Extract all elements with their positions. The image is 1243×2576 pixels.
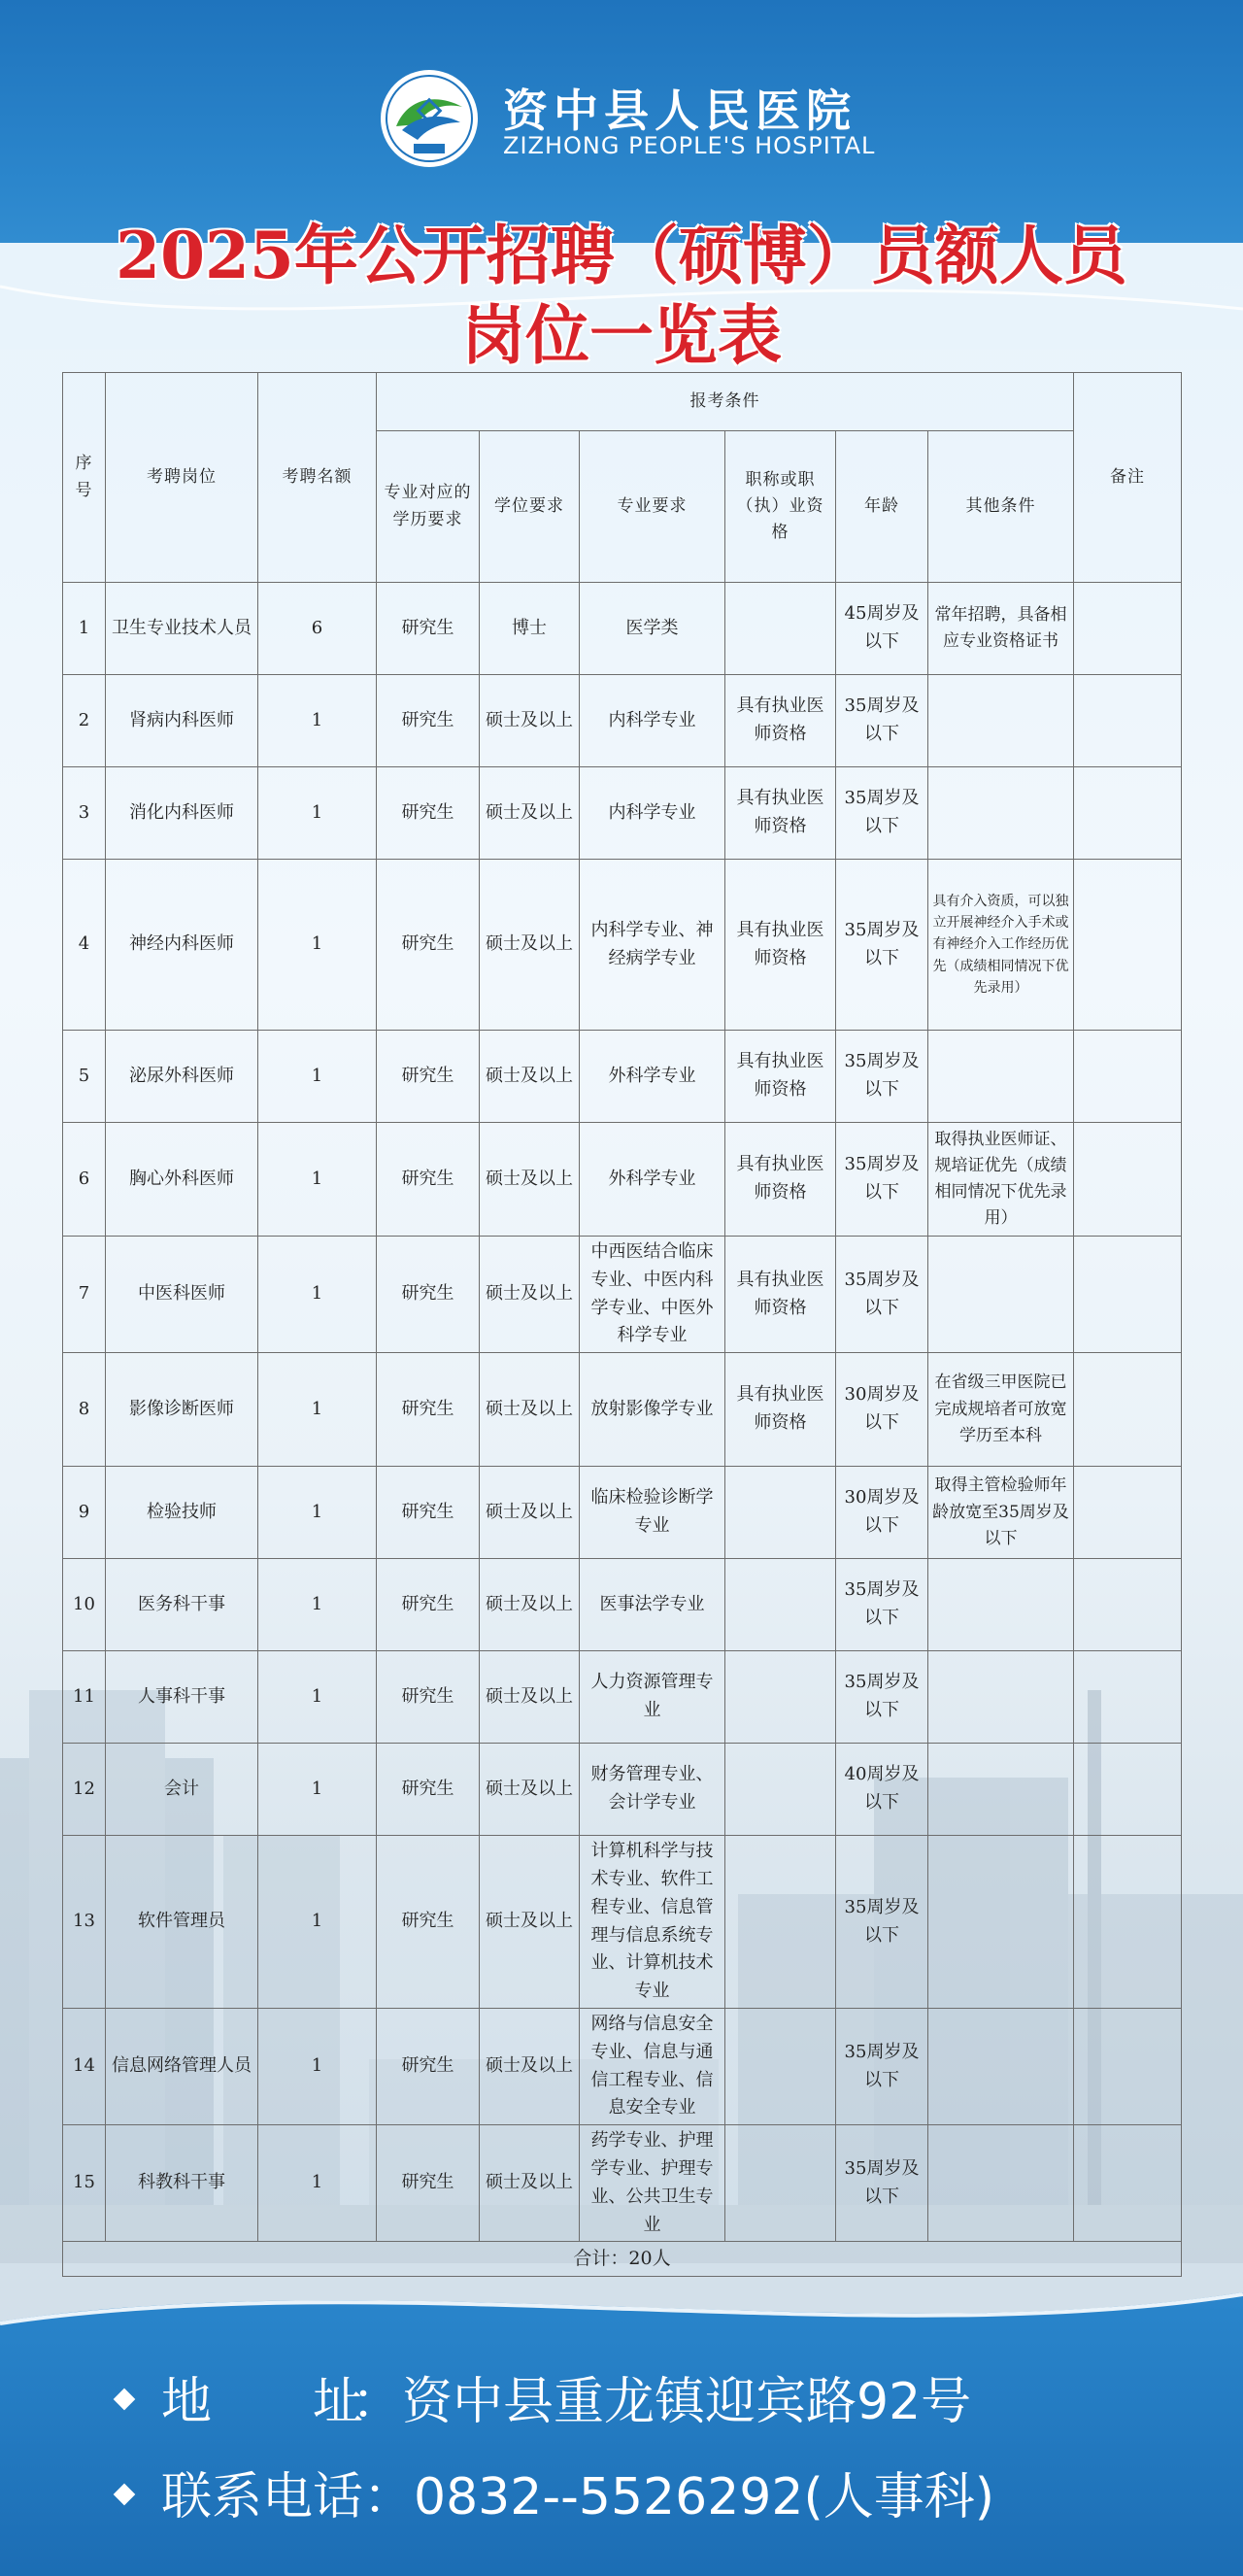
cell-major: 医学类 bbox=[580, 583, 725, 675]
cell-education: 研究生 bbox=[377, 583, 480, 675]
cell-quota: 1 bbox=[258, 1836, 377, 2009]
cell-other: 常年招聘，具备相应专业资格证书 bbox=[928, 583, 1074, 675]
header-other: 其他条件 bbox=[928, 431, 1074, 583]
cell-no: 6 bbox=[63, 1123, 106, 1237]
cell-major: 医事法学专业 bbox=[580, 1559, 725, 1651]
cell-degree: 硕士及以上 bbox=[480, 860, 580, 1031]
cell-title-requirement bbox=[725, 1651, 836, 1744]
cell-age: 30周岁及以下 bbox=[836, 1467, 928, 1559]
cell-major: 内科学专业、神经病学专业 bbox=[580, 860, 725, 1031]
cell-remark bbox=[1074, 1237, 1182, 1353]
cell-title-requirement: 具有执业医师资格 bbox=[725, 1123, 836, 1237]
cell-education: 研究生 bbox=[377, 1559, 480, 1651]
cell-position: 中医科医师 bbox=[106, 1237, 258, 1353]
cell-position: 信息网络管理人员 bbox=[106, 2008, 258, 2124]
cell-major: 外科学专业 bbox=[580, 1031, 725, 1123]
cell-quota: 1 bbox=[258, 1237, 377, 1353]
cell-major: 内科学专业 bbox=[580, 767, 725, 860]
page-title-line-2: 岗位一览表 bbox=[461, 297, 782, 373]
cell-position: 消化内科医师 bbox=[106, 767, 258, 860]
address-label: 地 址 bbox=[161, 2373, 364, 2431]
cell-age: 35周岁及以下 bbox=[836, 1651, 928, 1744]
cell-degree: 硕士及以上 bbox=[480, 1467, 580, 1559]
cell-degree: 硕士及以上 bbox=[480, 1353, 580, 1467]
table-row bbox=[63, 675, 1182, 767]
cell-title-requirement bbox=[725, 1744, 836, 1836]
phone-label: 联系电话 bbox=[161, 2468, 364, 2526]
cell-education: 研究生 bbox=[377, 675, 480, 767]
cell-quota: 1 bbox=[258, 1744, 377, 1836]
cell-age: 35周岁及以下 bbox=[836, 860, 928, 1031]
cell-remark bbox=[1074, 767, 1182, 860]
cell-other bbox=[928, 2008, 1074, 2124]
cell-remark bbox=[1074, 1031, 1182, 1123]
cell-remark bbox=[1074, 1467, 1182, 1559]
cell-degree: 硕士及以上 bbox=[480, 1031, 580, 1123]
cell-education: 研究生 bbox=[377, 767, 480, 860]
header-conditions: 报考条件 bbox=[377, 373, 1074, 431]
cell-degree: 硕士及以上 bbox=[480, 675, 580, 767]
cell-degree: 硕士及以上 bbox=[480, 2008, 580, 2124]
cell-quota: 6 bbox=[258, 583, 377, 675]
cell-remark bbox=[1074, 675, 1182, 767]
table-row bbox=[63, 1651, 1182, 1744]
cell-position: 医务科干事 bbox=[106, 1559, 258, 1651]
cell-title-requirement: 具有执业医师资格 bbox=[725, 675, 836, 767]
cell-other bbox=[928, 1651, 1074, 1744]
cell-quota: 1 bbox=[258, 860, 377, 1031]
cell-major: 中西医结合临床专业、中医内科学专业、中医外科学专业 bbox=[580, 1237, 725, 1353]
cell-education: 研究生 bbox=[377, 2125, 480, 2242]
cell-quota: 1 bbox=[258, 1353, 377, 1467]
cell-major: 人力资源管理专业 bbox=[580, 1651, 725, 1744]
cell-other bbox=[928, 1031, 1074, 1123]
cell-title-requirement: 具有执业医师资格 bbox=[725, 767, 836, 860]
cell-education: 研究生 bbox=[377, 1651, 480, 1744]
cell-no: 3 bbox=[63, 767, 106, 860]
table-row bbox=[63, 2008, 1182, 2124]
cell-title-requirement: 具有执业医师资格 bbox=[725, 1353, 836, 1467]
cell-degree: 硕士及以上 bbox=[480, 1651, 580, 1744]
table-row bbox=[63, 1744, 1182, 1836]
cell-remark bbox=[1074, 860, 1182, 1031]
cell-other: 在省级三甲医院已完成规培者可放宽学历至本科 bbox=[928, 1353, 1074, 1467]
table-row bbox=[63, 860, 1182, 1031]
cell-age: 35周岁及以下 bbox=[836, 1123, 928, 1237]
cell-quota: 1 bbox=[258, 1651, 377, 1744]
cell-no: 9 bbox=[63, 1467, 106, 1559]
table-row bbox=[63, 1836, 1182, 2009]
cell-no: 13 bbox=[63, 1836, 106, 2009]
cell-major: 放射影像学专业 bbox=[580, 1353, 725, 1467]
cell-quota: 1 bbox=[258, 2008, 377, 2124]
page-title-line-1: 2025年公开招聘（硕博）员额人员 bbox=[116, 218, 1127, 293]
hospital-logo-block bbox=[379, 68, 884, 175]
cell-position: 会计 bbox=[106, 1744, 258, 1836]
cell-other bbox=[928, 1836, 1074, 2009]
cell-major: 网络与信息安全专业、信息与通信工程专业、信息安全专业 bbox=[580, 2008, 725, 2124]
cell-major: 药学专业、护理学专业、护理专业、公共卫生专业 bbox=[580, 2125, 725, 2242]
cell-position: 泌尿外科医师 bbox=[106, 1031, 258, 1123]
cell-title-requirement bbox=[725, 583, 836, 675]
cell-quota: 1 bbox=[258, 767, 377, 860]
cell-education: 研究生 bbox=[377, 1353, 480, 1467]
cell-remark bbox=[1074, 1353, 1182, 1467]
cell-degree: 硕士及以上 bbox=[480, 1237, 580, 1353]
cell-other: 取得执业医师证、规培证优先（成绩相同情况下优先录用） bbox=[928, 1123, 1074, 1237]
table-row bbox=[63, 1123, 1182, 1237]
cell-other bbox=[928, 1237, 1074, 1353]
cell-age: 35周岁及以下 bbox=[836, 1836, 928, 2009]
header-age: 年龄 bbox=[836, 431, 928, 583]
hospital-logo-icon bbox=[379, 68, 480, 169]
cell-quota: 1 bbox=[258, 1031, 377, 1123]
cell-age: 35周岁及以下 bbox=[836, 1559, 928, 1651]
cell-position: 影像诊断医师 bbox=[106, 1353, 258, 1467]
recruitment-table bbox=[62, 372, 1182, 2277]
cell-education: 研究生 bbox=[377, 1744, 480, 1836]
cell-position: 卫生专业技术人员 bbox=[106, 583, 258, 675]
cell-position: 肾病内科医师 bbox=[106, 675, 258, 767]
table-row bbox=[63, 583, 1182, 675]
cell-no: 10 bbox=[63, 1559, 106, 1651]
cell-education: 研究生 bbox=[377, 1123, 480, 1237]
cell-no: 12 bbox=[63, 1744, 106, 1836]
cell-age: 45周岁及以下 bbox=[836, 583, 928, 675]
header-major: 专业要求 bbox=[580, 431, 725, 583]
cell-remark bbox=[1074, 583, 1182, 675]
diamond-bullet-icon bbox=[114, 2389, 136, 2411]
cell-remark bbox=[1074, 1744, 1182, 1836]
cell-position: 软件管理员 bbox=[106, 1836, 258, 2009]
cell-degree: 硕士及以上 bbox=[480, 767, 580, 860]
cell-other bbox=[928, 675, 1074, 767]
cell-quota: 1 bbox=[258, 1123, 377, 1237]
cell-position: 检验技师 bbox=[106, 1467, 258, 1559]
table-row bbox=[63, 1353, 1182, 1467]
table-row bbox=[63, 1237, 1182, 1353]
cell-education: 研究生 bbox=[377, 1237, 480, 1353]
cell-quota: 1 bbox=[258, 1559, 377, 1651]
cell-major: 内科学专业 bbox=[580, 675, 725, 767]
cell-quota: 1 bbox=[258, 2125, 377, 2242]
hospital-name-en: ZIZHONG PEOPLE'S HOSPITAL bbox=[503, 132, 876, 159]
cell-title-requirement: 具有执业医师资格 bbox=[725, 860, 836, 1031]
header-title-requirement: 职称或职（执）业资格 bbox=[725, 431, 836, 583]
cell-no: 8 bbox=[63, 1353, 106, 1467]
header-remark: 备注 bbox=[1074, 373, 1182, 583]
diamond-bullet-icon bbox=[114, 2484, 136, 2506]
cell-other: 具有介入资质，可以独立开展神经介入手术或有神经介入工作经历优先（成绩相同情况下优先录用） bbox=[928, 860, 1074, 1031]
cell-other: 取得主管检验师年龄放宽至35周岁及以下 bbox=[928, 1467, 1074, 1559]
phone-line bbox=[117, 2456, 994, 2528]
cell-remark bbox=[1074, 1123, 1182, 1237]
cell-title-requirement: 具有执业医师资格 bbox=[725, 1237, 836, 1353]
cell-remark bbox=[1074, 1836, 1182, 2009]
cell-age: 35周岁及以下 bbox=[836, 675, 928, 767]
cell-no: 14 bbox=[63, 2008, 106, 2124]
cell-quota: 1 bbox=[258, 675, 377, 767]
cell-other bbox=[928, 2125, 1074, 2242]
cell-quota: 1 bbox=[258, 1467, 377, 1559]
cell-position: 胸心外科医师 bbox=[106, 1123, 258, 1237]
cell-age: 30周岁及以下 bbox=[836, 1353, 928, 1467]
cell-education: 研究生 bbox=[377, 1031, 480, 1123]
header-education: 专业对应的学历要求 bbox=[377, 431, 480, 583]
header-degree: 学位要求 bbox=[480, 431, 580, 583]
cell-no: 5 bbox=[63, 1031, 106, 1123]
cell-major: 临床检验诊断学专业 bbox=[580, 1467, 725, 1559]
cell-remark bbox=[1074, 1559, 1182, 1651]
cell-education: 研究生 bbox=[377, 2008, 480, 2124]
cell-no: 2 bbox=[63, 675, 106, 767]
cell-other bbox=[928, 1744, 1074, 1836]
cell-degree: 博士 bbox=[480, 583, 580, 675]
cell-no: 15 bbox=[63, 2125, 106, 2242]
cell-major: 财务管理专业、会计学专业 bbox=[580, 1744, 725, 1836]
table-row bbox=[63, 1031, 1182, 1123]
cell-other bbox=[928, 767, 1074, 860]
cell-degree: 硕士及以上 bbox=[480, 1559, 580, 1651]
address-line bbox=[117, 2360, 971, 2433]
cell-title-requirement bbox=[725, 1836, 836, 2009]
cell-remark bbox=[1074, 1651, 1182, 1744]
table-row bbox=[63, 1559, 1182, 1651]
cell-education: 研究生 bbox=[377, 1467, 480, 1559]
cell-position: 神经内科医师 bbox=[106, 860, 258, 1031]
cell-no: 11 bbox=[63, 1651, 106, 1744]
cell-other bbox=[928, 1559, 1074, 1651]
cell-age: 35周岁及以下 bbox=[836, 2125, 928, 2242]
cell-remark bbox=[1074, 2008, 1182, 2124]
cell-age: 35周岁及以下 bbox=[836, 1237, 928, 1353]
cell-age: 35周岁及以下 bbox=[836, 1031, 928, 1123]
cell-position: 人事科干事 bbox=[106, 1651, 258, 1744]
table-row bbox=[63, 2125, 1182, 2242]
cell-degree: 硕士及以上 bbox=[480, 1836, 580, 2009]
header-position: 考聘岗位 bbox=[106, 373, 258, 583]
cell-age: 35周岁及以下 bbox=[836, 767, 928, 860]
cell-title-requirement bbox=[725, 1559, 836, 1651]
address-value: ：资中县重龙镇迎宾路92号 bbox=[352, 2373, 972, 2431]
header-no: 序号 bbox=[63, 373, 106, 583]
cell-degree: 硕士及以上 bbox=[480, 1123, 580, 1237]
cell-title-requirement: 具有执业医师资格 bbox=[725, 1031, 836, 1123]
cell-no: 1 bbox=[63, 583, 106, 675]
cell-title-requirement bbox=[725, 2008, 836, 2124]
cell-major: 计算机科学与技术专业、软件工程专业、信息管理与信息系统专业、计算机技术专业 bbox=[580, 1836, 725, 2009]
cell-degree: 硕士及以上 bbox=[480, 1744, 580, 1836]
cell-remark bbox=[1074, 2125, 1182, 2242]
hospital-name-cn: 资中县人民医院 bbox=[503, 85, 857, 137]
table-body bbox=[63, 583, 1182, 2242]
cell-no: 7 bbox=[63, 1237, 106, 1353]
cell-title-requirement bbox=[725, 1467, 836, 1559]
table-row bbox=[63, 1467, 1182, 1559]
phone-value: ：0832--5526292(人事科) bbox=[363, 2468, 995, 2526]
cell-age: 40周岁及以下 bbox=[836, 1744, 928, 1836]
cell-major: 外科学专业 bbox=[580, 1123, 725, 1237]
cell-no: 4 bbox=[63, 860, 106, 1031]
cell-age: 35周岁及以下 bbox=[836, 2008, 928, 2124]
cell-position: 科教科干事 bbox=[106, 2125, 258, 2242]
table-row bbox=[63, 767, 1182, 860]
cell-title-requirement bbox=[725, 2125, 836, 2242]
header-quota: 考聘名额 bbox=[258, 373, 377, 583]
cell-education: 研究生 bbox=[377, 1836, 480, 2009]
cell-education: 研究生 bbox=[377, 860, 480, 1031]
cell-degree: 硕士及以上 bbox=[480, 2125, 580, 2242]
table-total: 合计：20人 bbox=[63, 2242, 1182, 2276]
